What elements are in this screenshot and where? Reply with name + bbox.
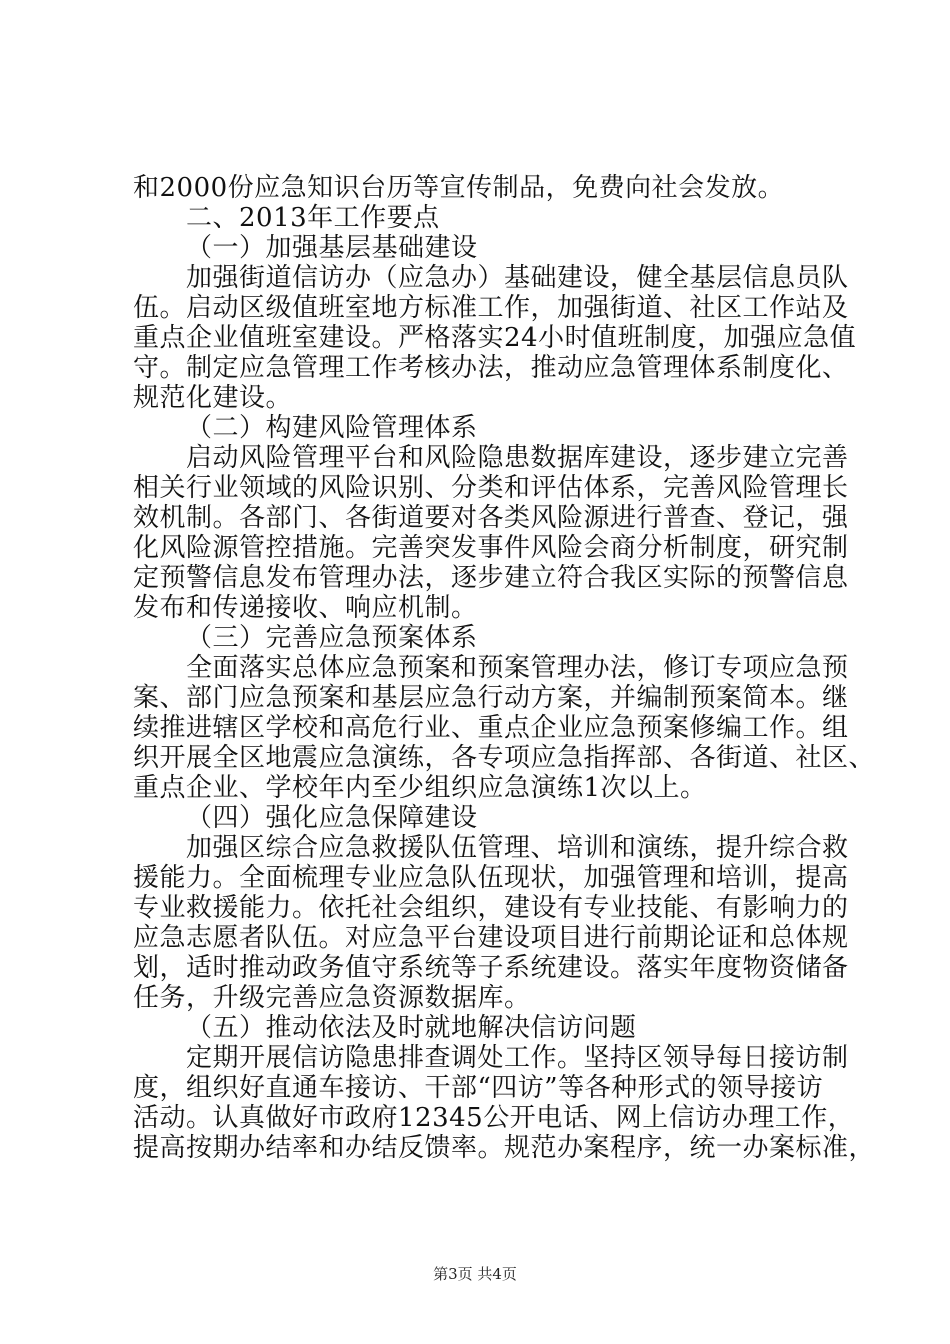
body-line: 效机制。各部门、各街道要对各类风险源进行普查、登记，强 <box>133 503 849 533</box>
body-line: 伍。启动区级值班室地方标准工作，加强街道、社区工作站及 <box>133 293 849 323</box>
body-line: 和2000份应急知识台历等宣传制品，免费向社会发放。 <box>133 173 785 203</box>
paragraph-first-line: 定期开展信访隐患排查调处工作。坚持区领导每日接访制 <box>186 1043 849 1073</box>
body-line: 定预警信息发布管理办法，逐步建立符合我区实际的预警信息 <box>133 563 849 593</box>
body-line: 规范化建设。 <box>133 383 293 413</box>
body-line: 守。制定应急管理工作考核办法，推动应急管理体系制度化、 <box>133 353 849 383</box>
body-line: 重点企业值班室建设。严格落实24小时值班制度，加强应急值 <box>133 323 857 353</box>
paragraph-first-line: 全面落实总体应急预案和预案管理办法，修订专项应急预 <box>186 653 849 683</box>
body-line: 专业救援能力。依托社会组织，建设有专业技能、有影响力的 <box>133 893 849 923</box>
body-line: 度，组织好直通车接访、干部“四访”等各种形式的领导接访 <box>133 1073 824 1103</box>
subsection-heading: （二）构建风险管理体系 <box>186 413 478 443</box>
body-line: 化风险源管控措施。完善突发事件风险会商分析制度，研究制 <box>133 533 849 563</box>
subsection-heading: （五）推动依法及时就地解决信访问题 <box>186 1013 637 1043</box>
subsection-heading: （四）强化应急保障建设 <box>186 803 478 833</box>
body-line: 划，适时推动政务值守系统等子系统建设。落实年度物资储备 <box>133 953 849 983</box>
section-heading: 二、2013年工作要点 <box>186 203 440 233</box>
body-line: 活动。认真做好市政府12345公开电话、网上信访办理工作， <box>133 1103 855 1133</box>
subsection-heading: （一）加强基层基础建设 <box>186 233 478 263</box>
body-line: 援能力。全面梳理专业应急队伍现状，加强管理和培训，提高 <box>133 863 849 893</box>
body-line: 相关行业领域的风险识别、分类和评估体系，完善风险管理长 <box>133 473 849 503</box>
subsection-heading: （三）完善应急预案体系 <box>186 623 478 653</box>
body-line: 织开展全区地震应急演练，各专项应急指挥部、各街道、社区、 <box>133 743 876 773</box>
paragraph-first-line: 加强街道信访办（应急办）基础建设，健全基层信息员队 <box>186 263 849 293</box>
body-line: 续推进辖区学校和高危行业、重点企业应急预案修编工作。组 <box>133 713 849 743</box>
paragraph-first-line: 启动风险管理平台和风险隐患数据库建设，逐步建立完善 <box>186 443 849 473</box>
body-line: 任务，升级完善应急资源数据库。 <box>133 983 531 1013</box>
body-line: 案、部门应急预案和基层应急行动方案，并编制预案简本。继 <box>133 683 849 713</box>
body-line: 发布和传递接收、响应机制。 <box>133 593 478 623</box>
page-number-footer: 第3页 共4页 <box>433 1265 517 1283</box>
body-line: 应急志愿者队伍。对应急平台建设项目进行前期论证和总体规 <box>133 923 849 953</box>
body-line: 重点企业、学校年内至少组织应急演练1次以上。 <box>133 773 707 803</box>
paragraph-first-line: 加强区综合应急救援队伍管理、培训和演练，提升综合救 <box>186 833 849 863</box>
body-line: 提高按期办结率和办结反馈率。规范办案程序，统一办案标准， <box>133 1133 876 1163</box>
